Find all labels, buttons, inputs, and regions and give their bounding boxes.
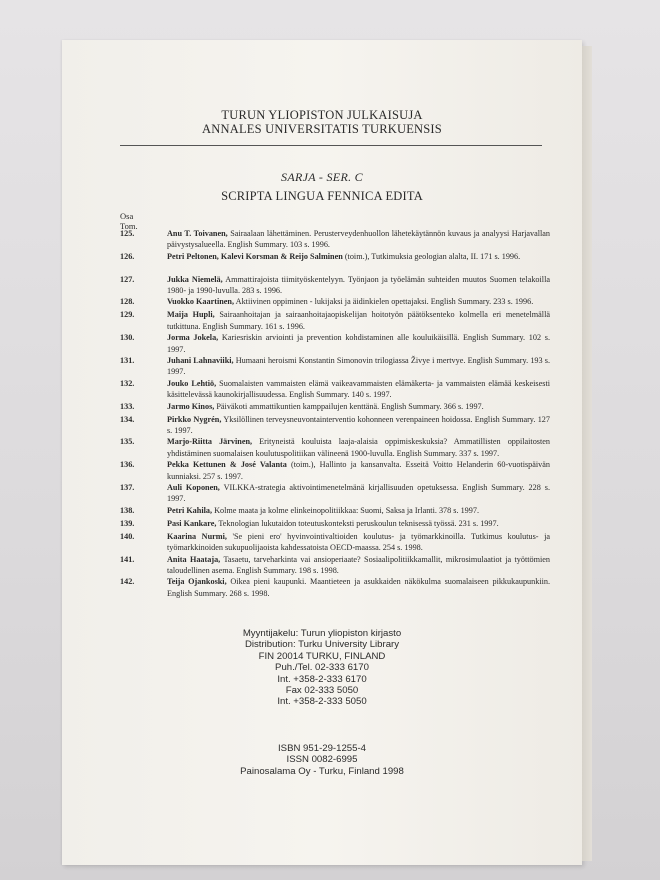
entry-text (167, 482, 550, 505)
entry-author: Anita Haataja, (167, 554, 221, 564)
entry-description: (toim.), Hallinto ja kansanvalta. Esseitä Voitto Helanderin 60-vuotispäivän kunniaksi. 257 s. 1997. (167, 460, 550, 481)
entry-author: Teija Ojankoski, (167, 577, 227, 587)
entry-number: 142. (120, 577, 135, 587)
list-item (120, 228, 550, 251)
distribution-line: Puh./Tel. 02-333 6170 (275, 662, 369, 674)
distribution-line: Int. +358-2-333 5050 (277, 696, 367, 708)
entry-description: Humaani heroismi Konstantin Simonovin trilogiassa Živye i mertvye. English Summary. 193 s. 1997. (167, 355, 550, 377)
book-back-cover (62, 40, 582, 865)
column-label-tom: Tom. (120, 221, 138, 231)
isbn: ISBN 951-29-1255-4 (278, 743, 366, 754)
entry-text (167, 309, 550, 332)
distribution-line: FIN 20014 TURKU, FINLAND (258, 650, 386, 662)
entry-text (167, 576, 550, 599)
entry-description: Suomalaisten vammaisten elämä vaikeavammaisten elämäkerta- ja vammaisten elämää keskeisesti käsittelevässä kaunokirjallisuudessa. English Summary. 140 s. 1997. (167, 378, 550, 400)
entry-number: 130. (120, 333, 135, 343)
entry-author: Jukka Niemelä, (167, 274, 223, 284)
entry-text (167, 414, 550, 437)
publisher-title (62, 108, 582, 136)
entry-number: 127. (120, 274, 135, 284)
entry-number: 134. (120, 414, 135, 424)
list-item (120, 505, 550, 518)
entry-description: Teknologian lukutaidon toteutuskonteksti peruskoulun teknisessä työssä. 231 s. 1997. (218, 518, 499, 528)
entry-description: Yksilöllinen terveysneuvontainterventio kohonneen verenpaineen hoidossa. English Summary. 127 s. 1997. (167, 414, 550, 435)
entry-description: Tasaetu, tarveharkinta vai ansioperiaate? Sosiaalipolitiikkamallit, mikrosimulaatiot ja työttömien taloudellinen asema. English Summary. 198 s. 1998. (167, 554, 550, 575)
entry-number: 136. (120, 460, 135, 470)
entry-description: Ammattirajoista tiimityöskentelyyn. Työnjaon ja työelämän suhteiden muutos Suomen telakoilla 1980- ja 1990-luvulla. 283 s. 1996. (167, 274, 550, 295)
list-item (120, 482, 550, 505)
list-item (120, 554, 550, 577)
entry-number: 140. (120, 531, 135, 541)
entry-description: Sairaanhoitajan ja sairaanhoitajaopiskelijan hoitotyön päätöksenteko kolmella eri menetelmällä tutkittuna. English Summary. 161 s. 1996. (167, 310, 550, 331)
column-label-osa: Osa (120, 211, 134, 221)
issn: ISSN 0082-6995 (286, 754, 358, 766)
imprint-info (62, 743, 582, 777)
list-item (120, 296, 550, 309)
entry-number: 141. (120, 554, 135, 564)
entry-description: Kolme maata ja kolme elinkeinopolitiikkaa: Suomi, Saksa ja Irlanti. 378 s. 1997. (214, 505, 479, 515)
entry-author: Maija Hupli, (167, 310, 215, 320)
entry-text (167, 296, 550, 309)
list-item (120, 518, 550, 531)
entry-author: Pirkko Nygrén, (167, 414, 222, 424)
entry-author: Juhani Lahnaviiki, (167, 355, 234, 365)
list-item (120, 576, 550, 599)
list-item (120, 332, 550, 355)
entry-number: 129. (120, 310, 135, 320)
distribution-info (62, 628, 582, 708)
list-item (120, 414, 550, 437)
entry-author: Auli Koponen, (167, 482, 220, 492)
entry-text (167, 251, 550, 274)
entry-text (167, 228, 550, 251)
divider-rule (120, 145, 542, 146)
entry-description: VILKKA-strategia aktivointimenetelmänä kirjallisuuden opetuksessa. English Summary. 228 s. 1997. (167, 482, 550, 504)
list-item (120, 309, 550, 332)
distribution-line: Fax 02-333 5050 (285, 685, 359, 697)
printer: Painosalama Oy - Turku, Finland 1998 (240, 765, 404, 777)
publication-list (120, 228, 550, 599)
entry-text (167, 518, 550, 531)
list-item (120, 378, 550, 401)
entry-author: Pekka Kettunen & José Valanta (167, 460, 287, 470)
distribution-line: Myyntijakelu: Turun yliopiston kirjasto (242, 628, 402, 639)
entry-text (167, 505, 550, 518)
entry-text (167, 274, 550, 297)
list-item (120, 531, 550, 554)
entry-number: 126. (120, 251, 135, 261)
entry-text (167, 332, 550, 355)
entry-number: 137. (120, 482, 135, 492)
entry-description: Kariesriskin arviointi ja prevention kohdistaminen alle kouluikäisillä. English Summary. 102 s. 1997. (167, 333, 550, 354)
entry-text (167, 459, 550, 482)
publisher-title-la: ANNALES UNIVERSITATIS TURKUENSIS (202, 122, 442, 136)
publisher-title-fi: TURUN YLIOPISTON JULKAISUJA (221, 108, 423, 122)
list-item (120, 251, 550, 274)
distribution-line: Distribution: Turku University Library (244, 639, 400, 651)
list-item (120, 459, 550, 482)
entry-description: (toim.), Tutkimuksia geologian alalta, II. 171 s. 1996. (344, 251, 521, 261)
entry-text (167, 378, 550, 401)
entry-description: Aktiivinen oppiminen - lukijaksi ja äidinkielen opettajaksi. English Summary. 233 s. 1996. (235, 297, 534, 307)
entry-author: Jarmo Kinos, (167, 401, 215, 411)
entry-text (167, 436, 550, 459)
entry-text (167, 554, 550, 577)
entry-number: 135. (120, 437, 135, 447)
entry-number: 139. (120, 518, 135, 528)
list-item (120, 274, 550, 297)
entry-description: Oikea pieni kaupunki. Maantieteen ja asukkaiden näkökulma suomalaiseen pikkukaupunkiin. English Summary. 268 s. 1998. (167, 577, 550, 598)
entry-author: Jouko Lehtiö, (167, 378, 217, 388)
series-title: SCRIPTA LINGUA FENNICA EDITA (221, 189, 423, 203)
entry-author: Petri Peltonen, Kalevi Korsman & Reijo Salminen (167, 251, 343, 261)
entry-description: Päiväkoti ammattikuntien kamppailujen kenttänä. English Summary. 366 s. 1997. (216, 401, 484, 411)
entry-author: Vuokko Kaartinen, (167, 297, 235, 307)
list-item (120, 355, 550, 378)
entry-number: 128. (120, 297, 135, 307)
entry-description: Erityneistä kouluista laaja-alaisia oppimiskeskuksia? Ammatillisten oppilaitosten yhdistäminen suomalaisen koulutuspolitiikan välineenä 1900-luvulla. English Summary. 337 s. 1997. (167, 437, 550, 458)
entry-text (167, 531, 550, 554)
list-item (120, 436, 550, 459)
entry-author: Marjo-Riitta Järvinen, (167, 437, 253, 447)
entry-number: 125. (120, 229, 135, 238)
entry-author: Jorma Jokela, (167, 333, 219, 343)
entry-author: Kaarina Nurmi, (167, 531, 227, 541)
entry-text (167, 401, 550, 414)
entry-author: Anu T. Toivanen, (167, 229, 228, 238)
entry-author: Petri Kahila, (167, 505, 213, 515)
series-label: SARJA - SER. C (281, 170, 363, 184)
list-item (120, 401, 550, 414)
entry-number: 131. (120, 355, 135, 365)
entry-number: 132. (120, 378, 135, 388)
distribution-line: Int. +358-2-333 6170 (277, 673, 367, 685)
entry-author: Pasi Kankare, (167, 518, 217, 528)
entry-number: 133. (120, 401, 135, 411)
entry-description: 'Se pieni ero' hyvinvointivaltioiden koulutus- ja työmarkkinoilla. Tutkimus koulutus- ja työmarkkinoiden sukupuolijaoista kahdessatoista OECD-maassa. 254 s. 1998. (167, 531, 550, 553)
entry-description: Sairaalaan lähettäminen. Perusterveydenhuollon lähetekäytännön kuvaus ja analyysi Harjavallan päivystysalueella. English Summary. 103 s. 1996. (167, 229, 550, 250)
entry-text (167, 355, 550, 378)
entry-number: 138. (120, 505, 135, 515)
